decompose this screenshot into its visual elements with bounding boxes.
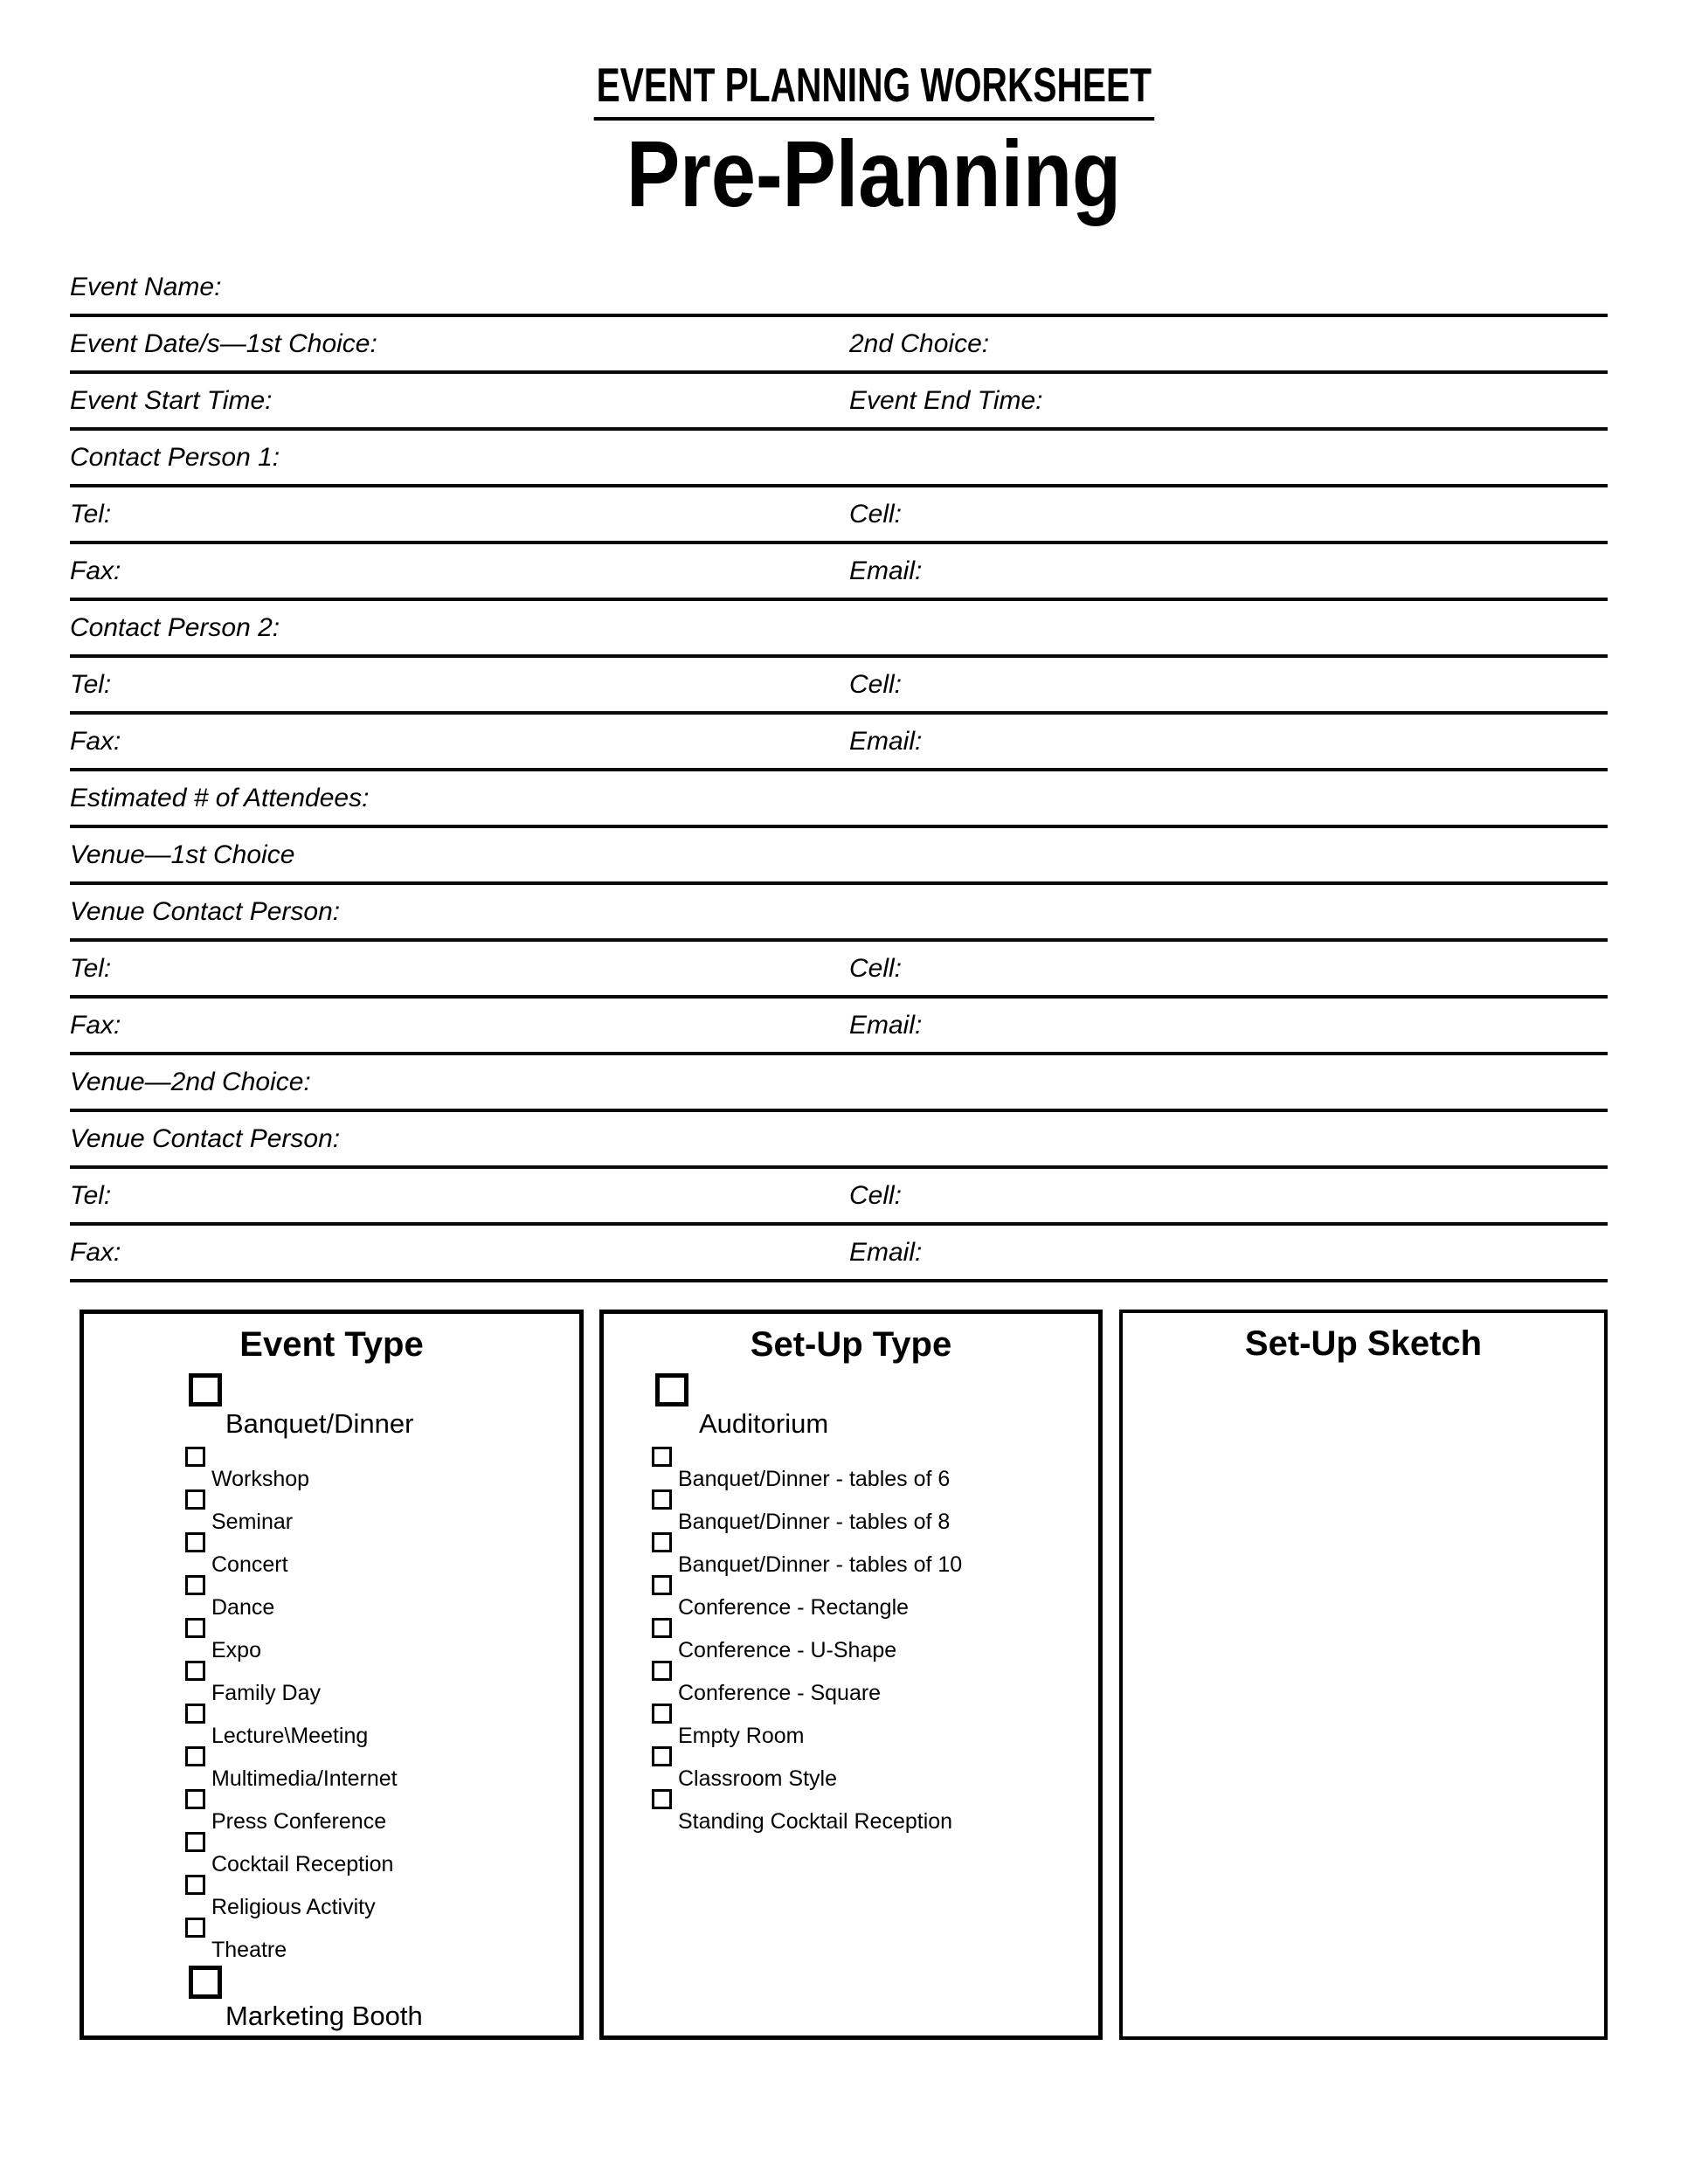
pre-planning-form (70, 260, 1608, 1282)
checkbox-label: Banquet/Dinner - tables of 10 (678, 1552, 963, 1577)
checkbox-label: Theatre (211, 1938, 287, 1962)
checklist-item (185, 1489, 579, 1532)
checkbox[interactable] (652, 1532, 672, 1552)
checklist-item (652, 1532, 1098, 1575)
setup-sketch-panel (1119, 1310, 1608, 2040)
form-row-venue2-contact (70, 1112, 1608, 1169)
form-row-venue1 (70, 828, 1608, 885)
checkbox[interactable] (655, 1373, 688, 1406)
checklist-item (185, 1661, 579, 1704)
field-label: Email: (849, 726, 923, 756)
checkbox[interactable] (652, 1661, 672, 1681)
field-label: Tel: (70, 1180, 112, 1210)
field-label: Tel: (70, 669, 112, 699)
form-row-contact2 (70, 601, 1608, 658)
field-label: 2nd Choice: (849, 328, 990, 358)
form-row-venue2 (70, 1055, 1608, 1112)
checklist-item (652, 1447, 1098, 1489)
checkbox-label: Auditorium (699, 1408, 829, 1439)
checkbox[interactable] (189, 1373, 222, 1406)
form-row-contact1-tel (70, 487, 1608, 544)
checklist-item (185, 1875, 579, 1918)
sketch-area (1123, 1364, 1604, 1993)
event-type-checklist (84, 1372, 579, 2039)
checkbox-label: Press Conference (211, 1809, 387, 1834)
checklist-item (652, 1489, 1098, 1532)
checkbox-label: Multimedia/Internet (211, 1766, 398, 1791)
checklist-item (185, 1832, 579, 1875)
checkbox-label: Lecture\Meeting (211, 1724, 369, 1748)
checkbox-label: Banquet/Dinner - tables of 8 (678, 1510, 951, 1534)
field-label: Event Date/s—1st Choice: (70, 328, 377, 358)
checkbox-label: Marketing Booth (225, 2001, 423, 2031)
form-row-event-name (70, 260, 1608, 317)
field-label: Venue—1st Choice (70, 840, 295, 869)
field-label: Cell: (849, 499, 903, 529)
checkbox-label: Dance (211, 1595, 275, 1620)
field-label: Cell: (849, 1180, 903, 1210)
form-row-contact2-tel (70, 658, 1608, 715)
field-label: Tel: (70, 953, 112, 983)
form-row-venue1-fax (70, 999, 1608, 1055)
panel-title: Event Type (239, 1325, 424, 1364)
form-row-attendees (70, 771, 1608, 828)
checkbox-label: Standing Cocktail Reception (678, 1809, 953, 1834)
checkbox[interactable] (185, 1789, 205, 1809)
field-label: Event Name: (70, 272, 222, 301)
checklist-item (185, 1789, 579, 1832)
checklist-item (185, 1704, 579, 1746)
checklist-item (652, 1704, 1098, 1746)
checklist-item (185, 1575, 579, 1618)
field-label: Venue Contact Person: (70, 896, 341, 926)
panel-title: Set-Up Type (750, 1325, 952, 1364)
checklist-item (652, 1789, 1098, 1832)
checkbox[interactable] (189, 1966, 222, 1999)
field-label: Email: (849, 1010, 923, 1040)
worksheet-title: EVENT PLANNING WORKSHEET (593, 61, 1153, 121)
checklist-item (185, 1918, 579, 1960)
checkbox[interactable] (185, 1447, 205, 1467)
checklist-item (652, 1575, 1098, 1618)
form-row-venue1-contact (70, 885, 1608, 942)
checklist-item (185, 1372, 579, 1447)
checkbox-label: Family Day (211, 1681, 322, 1705)
field-label: Contact Person 2: (70, 612, 280, 642)
field-label: Cell: (849, 953, 903, 983)
checklist-item (185, 1618, 579, 1661)
form-row-contact1-fax (70, 544, 1608, 601)
checkbox[interactable] (185, 1918, 205, 1938)
checkbox[interactable] (652, 1704, 672, 1724)
checkbox[interactable] (652, 1489, 672, 1510)
event-type-panel (80, 1310, 584, 2040)
field-label: Contact Person 1: (70, 442, 280, 472)
form-row-venue2-tel (70, 1169, 1608, 1226)
page-title-row (30, 122, 1688, 226)
checklist-item (652, 1661, 1098, 1704)
checklist-item (652, 1372, 1098, 1447)
checkbox-label: Concert (211, 1552, 288, 1577)
checkbox-label: Workshop (211, 1467, 310, 1491)
checklist-item (185, 1746, 579, 1789)
field-label: Event End Time: (849, 385, 1043, 415)
panel-title: Set-Up Sketch (1244, 1324, 1483, 1363)
field-label: Tel: (70, 499, 112, 529)
field-label: Venue Contact Person: (70, 1123, 341, 1153)
checkbox[interactable] (185, 1532, 205, 1552)
page-title: Pre-Planning (626, 121, 1122, 226)
checkbox-label: Classroom Style (678, 1766, 837, 1791)
checkbox[interactable] (185, 1489, 205, 1510)
field-label: Venue—2nd Choice: (70, 1067, 311, 1096)
checklist-item (185, 1532, 579, 1575)
checkbox[interactable] (185, 1661, 205, 1681)
checkbox-label: Cocktail Reception (211, 1852, 394, 1876)
checkbox-label: Empty Room (678, 1724, 805, 1748)
checkbox[interactable] (652, 1618, 672, 1638)
setup-type-panel (599, 1310, 1103, 2040)
setup-type-checklist (604, 1372, 1098, 1832)
checkbox-label: Conference - Square (678, 1681, 882, 1705)
checkbox-label: Banquet/Dinner (225, 1408, 414, 1439)
field-label: Cell: (849, 669, 903, 699)
checkbox[interactable] (185, 1746, 205, 1766)
form-row-event-time (70, 374, 1608, 431)
checkbox[interactable] (185, 1832, 205, 1852)
field-label: Fax: (70, 556, 121, 585)
checkbox-label: Banquet/Dinner - tables of 6 (678, 1467, 951, 1491)
field-label: Email: (849, 1237, 923, 1267)
checkbox[interactable] (185, 1618, 205, 1638)
checkbox[interactable] (652, 1447, 672, 1467)
checkbox-label: Religious Activity (211, 1895, 376, 1919)
form-row-event-date (70, 317, 1608, 374)
checkbox[interactable] (185, 1704, 205, 1724)
checklist-item (652, 1746, 1098, 1789)
form-row-venue1-tel (70, 942, 1608, 999)
field-label: Event Start Time: (70, 385, 273, 415)
field-label: Fax: (70, 1010, 121, 1040)
checkbox-label: Expo (211, 1638, 261, 1662)
field-label: Fax: (70, 1237, 121, 1267)
worksheet-title-row (30, 58, 1688, 121)
field-label: Estimated # of Attendees: (70, 783, 370, 812)
field-label: Fax: (70, 726, 121, 756)
checklist-item (185, 1964, 579, 2039)
checklist-item (185, 1447, 579, 1489)
field-label: Email: (849, 556, 923, 585)
checkbox-label: Conference - Rectangle (678, 1595, 910, 1620)
checkbox-label: Seminar (211, 1510, 294, 1534)
checkbox[interactable] (185, 1575, 205, 1595)
checkbox[interactable] (652, 1746, 672, 1766)
checkbox-label: Conference - U-Shape (678, 1638, 897, 1662)
checkbox[interactable] (652, 1789, 672, 1809)
form-row-venue2-fax (70, 1226, 1608, 1282)
checkbox[interactable] (185, 1875, 205, 1895)
checklist-item (652, 1618, 1098, 1661)
form-row-contact1 (70, 431, 1608, 487)
form-row-contact2-fax (70, 715, 1608, 771)
checkbox[interactable] (652, 1575, 672, 1595)
